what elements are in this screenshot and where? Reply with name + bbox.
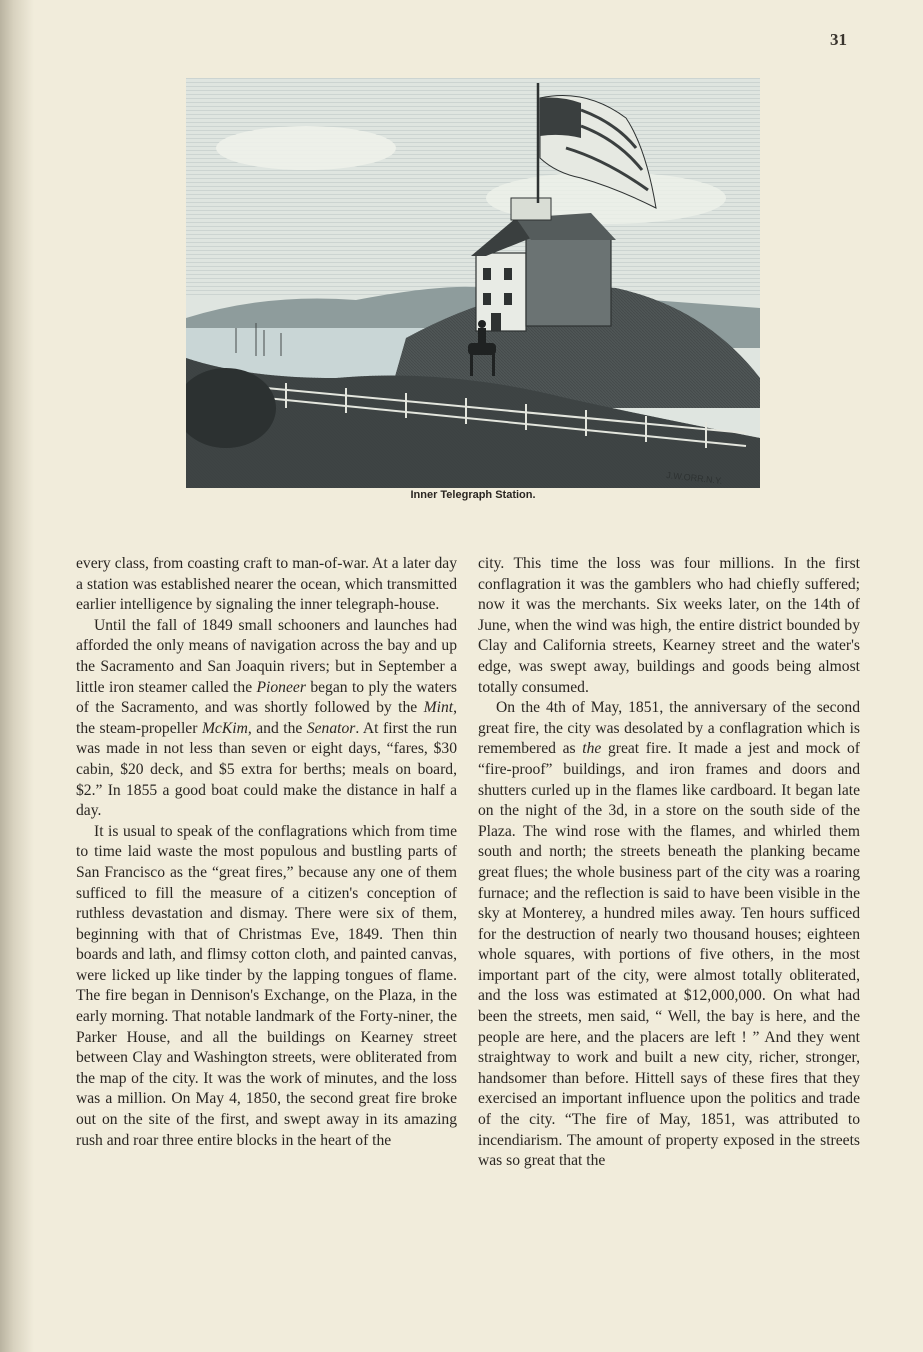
paragraph <box>76 616 457 822</box>
text-run: . At first the run was made in not less than seven or eight days, “fares, $30 cabin, $20 deck, and $5 extra for berths; meals on board, $2.” In 1855 a good boat could make the distance in half a day. <box>76 719 457 820</box>
paragraph: city. This time the loss was four millions. In the first conflagration it was the gamblers who had chiefly suffered; now it was the merchants. Six weeks later, on the 14th of June, when the wind was high, the entire district bounded by Clay and California streets, Kearney street and the water's edge, was swept away, buildings and goods being almost totally consumed. <box>478 555 860 696</box>
text-column-left <box>76 554 457 1151</box>
emphasis-the: the <box>582 740 602 758</box>
page-number: 31 <box>830 30 847 49</box>
text-column-right <box>478 554 860 1172</box>
text-run: began to ply the waters of the Sacramento, and was shortly followed by the <box>76 678 457 717</box>
paragraph: It is usual to speak of the conflagrations which from time to time laid waste the most populous and bustling parts of San Francisco as the “great fires,” because any one of them sufficed to fill the measure of a citizen's conception of ruthless devastation and dismay. There were six of them, beginning with that of Christmas Eve, 1849. Then thin boards and lath, and flimsy cotton cloth, and painted canvas, were licked up like tinder by the lapping tongues of flame. The fire began in Dennison's Exchange, on the Plaza, in the early morning. That notable landmark of the Forty-niner, the Parker House, and all the buildings on Kearney street between Clay and Washington streets, were obliterated from the map of the city. It was the work of minutes, and the loss was a million. On May 4, 1850, the second great fire broke out on the site of the first, and swept away in its amazing rush and roar three entire blocks in the heart of the <box>76 822 457 1149</box>
figure-caption: Inner Telegraph Station. <box>410 489 536 501</box>
ship-name-pioneer: Pioneer <box>256 678 306 696</box>
text-run: , and the <box>247 719 307 737</box>
ship-name-senator: Senator <box>306 719 356 737</box>
paragraph <box>478 698 860 1172</box>
text-run: On the 4th of May, 1851, the anniversary of the second great fire, the city was desolated by a conflagration which is remembered as <box>478 699 860 758</box>
paragraph: every class, from coasting craft to man-of-war. At a later day a station was established nearer the ocean, which transmitted earlier intelligence by signaling the inner telegraph-house. <box>76 555 457 614</box>
engraving-illustration <box>186 78 760 488</box>
ship-name-mckim: McKim <box>201 719 248 737</box>
text-run: Until the fall of 1849 small schooners and launches had afforded the only means of navigation across the bay and up the Sacramento and San Joaquin rivers; but in September a little iron steamer called the <box>76 616 457 696</box>
text-run: great fire. It made a jest and mock of “fire-proof” buildings, and iron frames and doors and shutters curled up in the flames like cardboard. It began late on the night of the 3d, in a store on the south side of the Plaza. The wind rose with the flames, and whirled them south and north; the streets beneath the planking became great flues; the whole business part of the city was a roaring furnace; and the reflection is said to have been visible in the sky at Monterey, a hundred miles away. Ten hours sufficed for the destruction of nearly two thousand houses; eighteen whole squares, with portions of five others, in the most important part of the city, were almost totally obliterated, and the loss was estimated at $12,000,000. On what had been the streets, men said, “ Well, the bay is here, and the people are here, and the placers are left ! ” And they went straightway to work and built a new city, richer, stronger, handsomer than before. Hittell says of these fires that they exercised an important influence upon the politics and trade of the city. “The fire of May, 1851, was attributed to incendiarism. The amount of property exposed in the streets was so great that the <box>478 740 860 1170</box>
text-run: , the steam-propeller <box>76 699 457 737</box>
page-gutter-shadow <box>0 0 34 1352</box>
ship-name-mint: Mint <box>423 699 454 717</box>
engraver-signature: J.W.ORR.N.Y. <box>665 470 723 486</box>
